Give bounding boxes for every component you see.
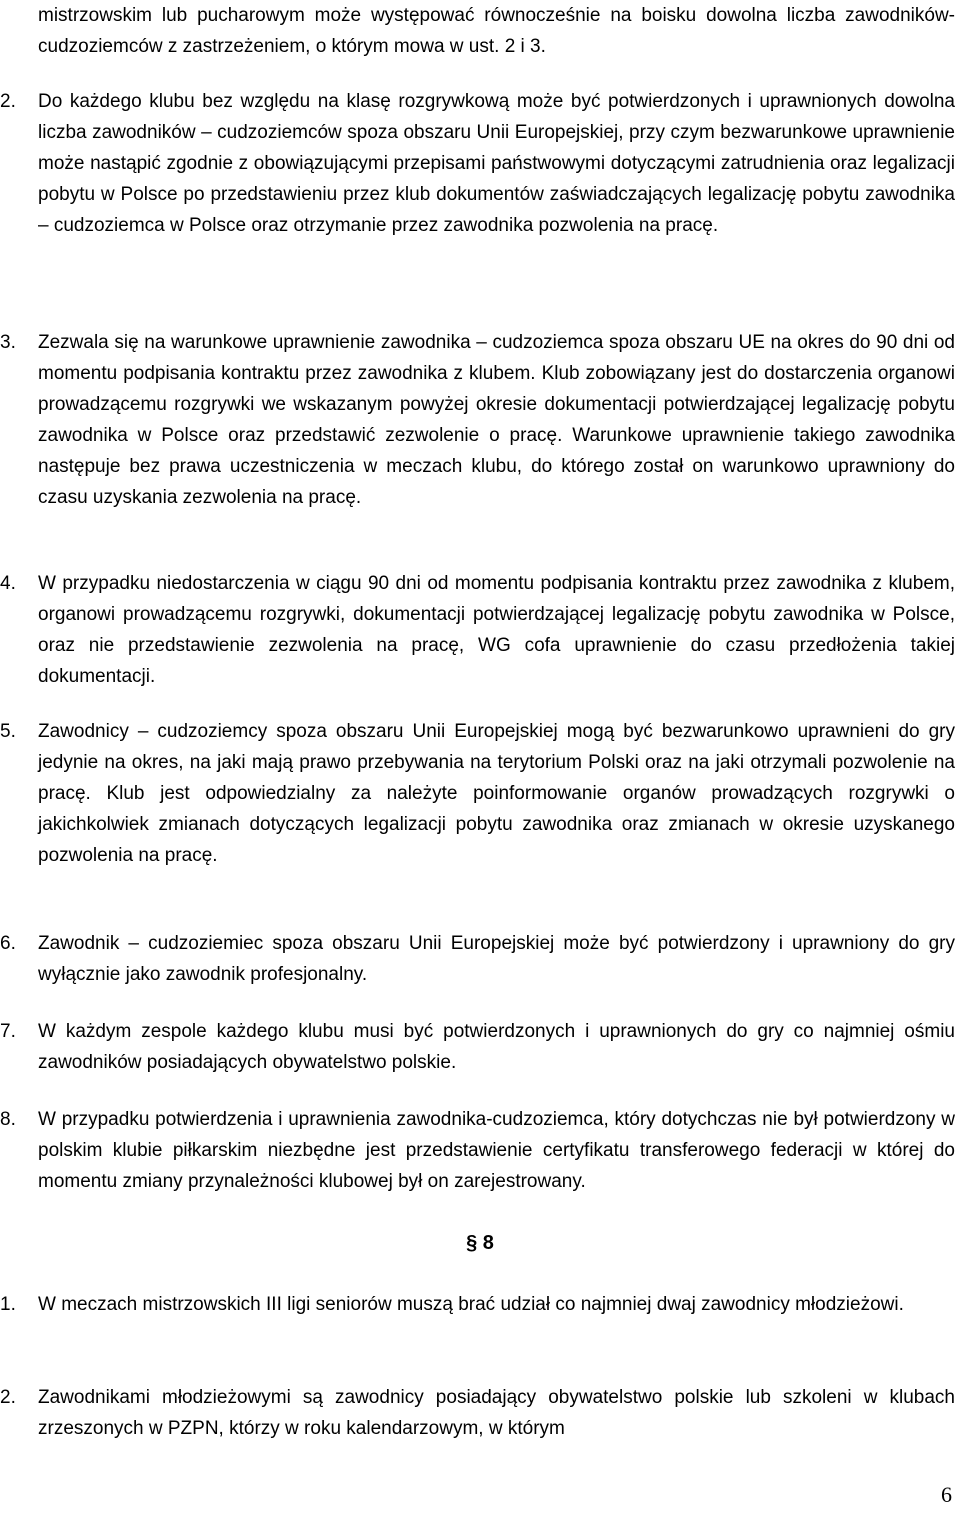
item-number: 2. — [0, 91, 16, 112]
item-number: 8. — [0, 1109, 16, 1130]
list-item — [0, 1289, 955, 1320]
item-text: Do każdego klubu bez względu na klasę rozgrywkową może być potwierdzonych i uprawnionych dowolna liczba zawodników – cudzoziemców spoza obszaru Unii Europejskiej, przy czym bezwarunkowe uprawnienie może nastąpić zgodnie z obowiązującymi przepisami państwowymi dotyczącymi zatrudnienia oraz legalizacji pobytu w Polsce po przedstawieniu przez klub dokumentów zaświadczających legalizację pobytu zawodnika – cudzoziemca w Polsce oraz otrzymanie przez zawodnika pozwolenia na pracę. — [38, 91, 955, 236]
list-item — [0, 327, 955, 513]
item-number: 6. — [0, 933, 16, 954]
list-item — [0, 86, 955, 241]
list-item — [0, 716, 955, 871]
item-number: 2. — [0, 1387, 16, 1408]
item-text: W meczach mistrzowskich III ligi seniorów muszą brać udział co najmniej dwaj zawodnicy młodzieżowi. — [38, 1294, 904, 1315]
intro-paragraph: mistrzowskim lub pucharowym może występować równocześnie na boisku dowolna liczba zawodników-cudzoziemców z zastrzeżeniem, o którym mowa w ust. 2 i 3. — [38, 5, 955, 57]
item-text: W przypadku niedostarczenia w ciągu 90 dni od momentu podpisania kontraktu przez zawodnika z klubem, organowi prowadzącemu rozgrywki, dokumentacji potwierdzającej legalizację pobytu zawodnika w Polsce, oraz nie przedstawienie zezwolenia na pracę, WG cofa uprawnienie do czasu przedłożenia takiej dokumentacji. — [38, 573, 955, 687]
item-number: 1. — [0, 1294, 16, 1315]
item-number: 4. — [0, 573, 16, 594]
item-text: Zawodnikami młodzieżowymi są zawodnicy posiadający obywatelstwo polskie lub szkoleni w klubach zrzeszonych w PZPN, którzy w roku kalendarzowym, w którym — [38, 1387, 955, 1439]
list-item — [0, 1104, 955, 1197]
item-text: W każdym zespole każdego klubu musi być potwierdzonych i uprawnionych do gry co najmniej ośmiu zawodników posiadających obywatelstwo polskie. — [38, 1021, 955, 1073]
list-item — [0, 568, 955, 692]
item-text: Zawodnicy – cudzoziemcy spoza obszaru Unii Europejskiej mogą być bezwarunkowo uprawnieni do gry jedynie na okres, na jaki mają prawo przebywania na terytorium Polski oraz na jaki otrzymali pozwolenie na pracę. Klub jest odpowiedzialny za należyte poinformowanie organów prowadzących rozgrywki o jakichkolwiek zmianach dotyczących legalizacji pobytu zawodnika oraz zmianach w okresie uzyskanego pozwolenia na pracę. — [38, 721, 955, 866]
list-item — [0, 1016, 955, 1078]
item-text: Zezwala się na warunkowe uprawnienie zawodnika – cudzoziemca spoza obszaru UE na okres do 90 dni od momentu podpisania kontraktu przez zawodnika z klubem. Klub zobowiązany jest do dostarczenia organowi prowadzącemu rozgrywki we wskazanym powyżej okresie dokumentacji potwierdzającej legalizację pobytu zawodnika w Polsce oraz przedstawić zezwolenie o pracę. Warunkowe uprawnienie takiego zawodnika następuje bez prawa uczestniczenia w meczach klubu, do którego został on warunkowo uprawniony do czasu uzyskania zezwolenia na pracę. — [38, 332, 955, 508]
page-number: 6 — [941, 1482, 952, 1507]
list-item — [0, 1382, 955, 1444]
list-item — [0, 928, 955, 990]
item-number: 7. — [0, 1021, 16, 1042]
item-text: Zawodnik – cudzoziemiec spoza obszaru Unii Europejskiej może być potwierdzony i uprawniony do gry wyłącznie jako zawodnik profesjonalny. — [38, 933, 955, 985]
item-text: W przypadku potwierdzenia i uprawnienia zawodnika-cudzoziemca, który dotychczas nie był potwierdzony w polskim klubie piłkarskim niezbędne jest przedstawienie certyfikatu transferowego federacji w której do momentu zmiany przynależności klubowej był on zarejestrowany. — [38, 1109, 955, 1192]
item-number: 5. — [0, 721, 16, 742]
section-heading: § 8 — [466, 1232, 494, 1254]
item-number: 3. — [0, 332, 16, 353]
